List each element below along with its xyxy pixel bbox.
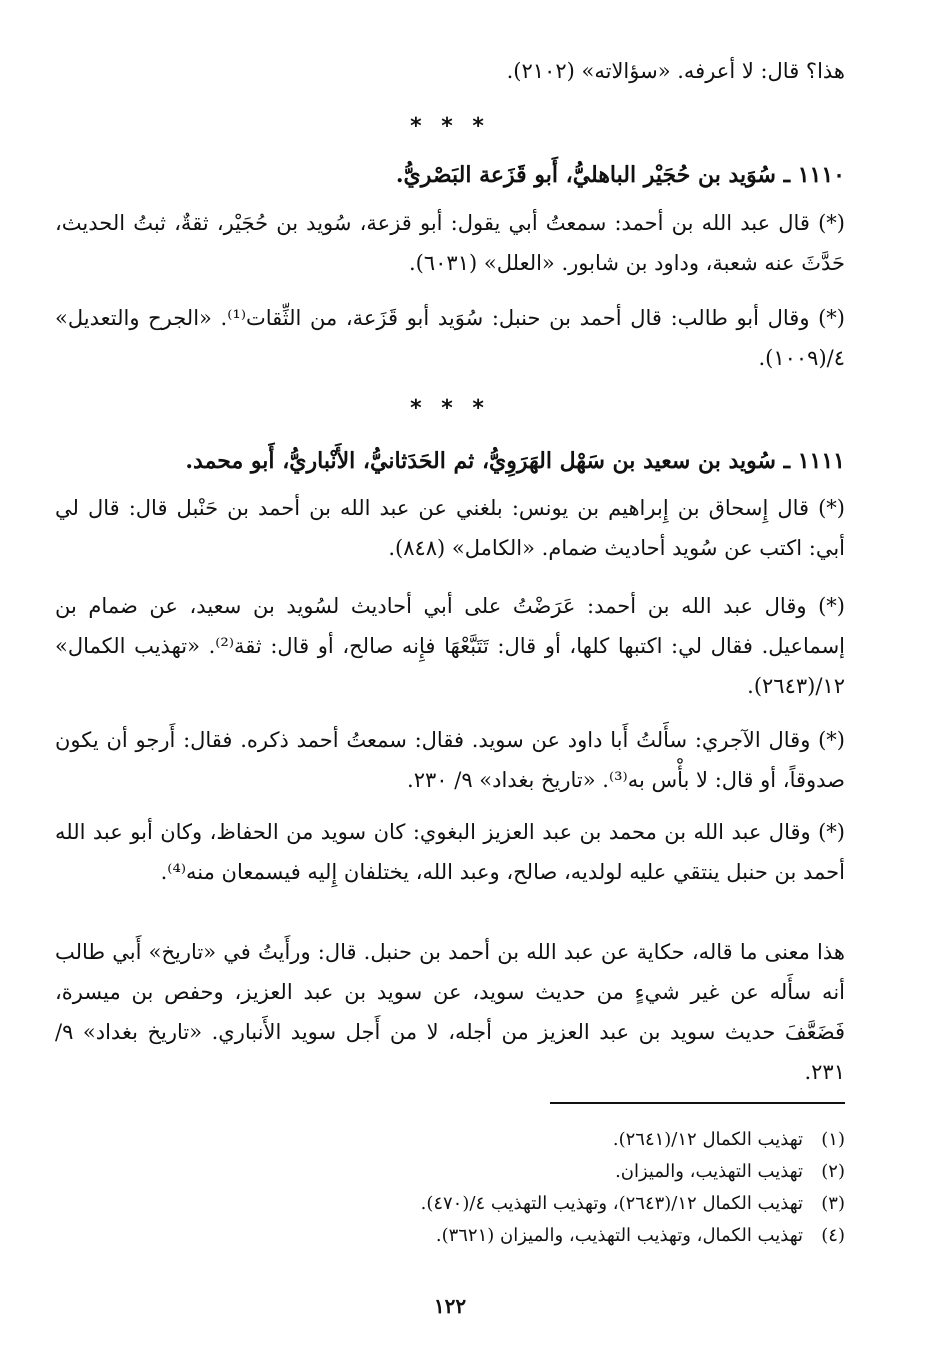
footnote-number: (٤) [821, 1225, 845, 1246]
entry-1110-paragraph-1: (*) قال عبد الله بن أحمد: سمعتُ أبي يقول: أبو قزعة، سُويد بن حُجَيْر، ثقةٌ، ثبتُ الحديث، حَدَّثَ عنه شعبة، وداود بن شابور. «العلل» (٦٠٣١). [55, 211, 845, 275]
footnote-number: (٣) [821, 1193, 845, 1214]
entry-1111-paragraph-2: (*) وقال عبد الله بن أحمد: عَرَضْتُ على أبي أحاديث لسُويد بن سعيد، عن ضمام بن إسماعيل. فقال لي: اكتبها كلها، أو قال: تَتَبَّعْهَا فإِنه صالح، أو قال: ثقة⁽²⁾. «تهذيب الكمال» ١٢/(٢٦٤٣). [55, 594, 845, 698]
footnote-item [55, 1126, 845, 1154]
footnote-text: تهذيب الكمال، وتهذيب التهذيب، والميزان (٣٦٢١). [435, 1225, 803, 1246]
footnote-rule [550, 1102, 845, 1104]
entry-heading-1111: ١١١١ ـ سُويد بن سعيد بن سَهْل الهَرَوِيُّ، ثم الحَدَثانيُّ، الأَنْباريُّ، أَبو محمد. [185, 448, 845, 474]
entry-heading-1110: ١١١٠ ـ سُوَيد بن حُجَيْر الباهليُّ، أَبو قَزَعة البَصْريُّ. [395, 162, 845, 188]
footnote-number: (١) [821, 1129, 845, 1150]
entry-1111-paragraph-4: (*) وقال عبد الله بن محمد بن عبد العزيز البغوي: كان سويد من الحفاظ، وكان أبو عبد الله أحمد بن حنبل ينتقي عليه لولديه، صالح، وعبد الله، يختلفان إِليه فيسمعان منه⁽⁴⁾. [55, 820, 845, 884]
footnote-item [55, 1222, 845, 1250]
footnote-item [55, 1190, 845, 1218]
entry-1111-paragraph-1: (*) قال إِسحاق بن إِبراهيم بن يونس: بلغني عن عبد الله بن أحمد بن حَنْبل قال: قال لي أبي: اكتب عن سُويد أحاديث ضمام. «الكامل» (٨٤٨). [55, 496, 845, 560]
entry-1110-paragraph-2: (*) وقال أبو طالب: قال أحمد بن حنبل: سُوَيد أبو قَزَعة، من الثِّقات⁽¹⁾. «الجرح والتعديل» ٤/(١٠٠٩). [55, 306, 846, 370]
entry-1111-paragraph-5: هذا معنى ما قاله، حكاية عن عبد الله بن أحمد بن حنبل. قال: ورأَيتُ في «تاريخ» أَبي طالب أنه سأَله عن غير شيءٍ من حديث سويد، عن سويد بن عبد العزيز، وحفص بن ميسرة، فَضَعَّفَ حديث سويد بن عبد العزيز من أجله، لا من أَجل سويد الأَنباري. «تاريخ بغداد» ٩/ ٢٣١. [55, 940, 845, 1084]
footnote-text: تهذيب الكمال ١٢/(٢٦٤٣)، وتهذيب التهذيب ٤/(٤٧٠). [420, 1193, 803, 1214]
page-number: ١٢٢ [433, 1294, 467, 1318]
footnote-item [55, 1158, 845, 1186]
continued-line: هذا؟ قال: لا أعرفه. «سؤالاته» (٢١٠٢). [506, 59, 845, 83]
footnote-number: (٢) [821, 1161, 845, 1182]
footnote-text: تهذيب الكمال ١٢/(٢٦٤١). [612, 1129, 803, 1150]
book-page [55, 40, 845, 1330]
footnote-text: تهذيب التهذيب، والميزان. [615, 1161, 803, 1182]
entry-1111-paragraph-3: (*) وقال الآجري: سأَلتُ أَبا داود عن سويد. فقال: سمعتُ أحمد ذكره. فقال: أَرجو أن يكون صدوقاً، أو قال: لا بأْس به⁽³⁾. «تاريخ بغداد» ٩/ ٢٣٠. [55, 728, 845, 792]
section-separator: * * * [410, 396, 490, 421]
section-separator: * * * [410, 114, 490, 139]
